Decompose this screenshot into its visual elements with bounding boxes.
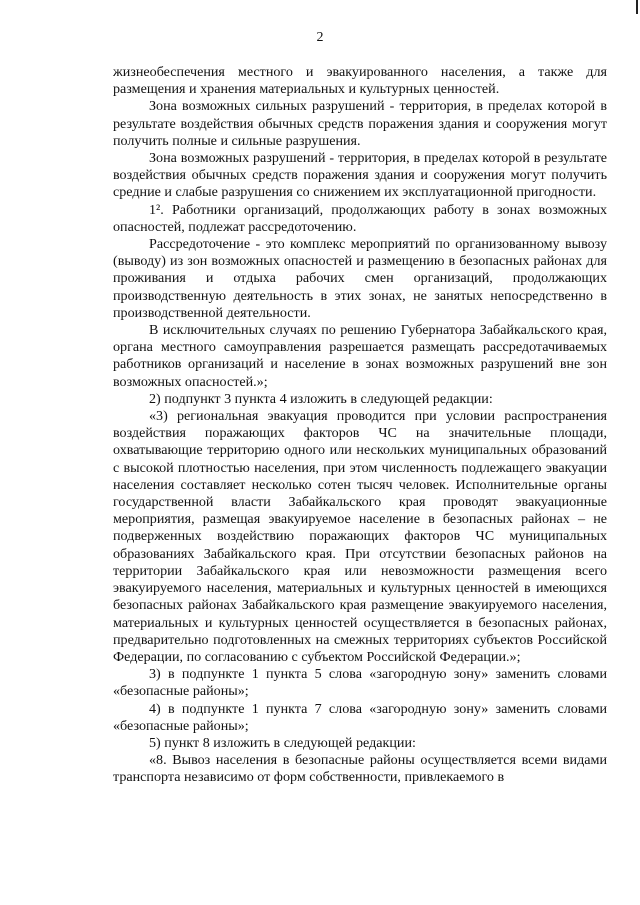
paragraph-point-8: «8. Вывоз населения в безопасные районы осуществляется всеми видами транспорта независимо от форм собственности, привлекаемого в	[113, 752, 607, 786]
paragraph-amendment-4: 4) в подпункте 1 пункта 7 слова «загородную зону» заменить словами «безопасные районы»;	[113, 700, 607, 734]
page-number: 2	[316, 30, 324, 45]
document-body	[113, 64, 607, 787]
paragraph-exceptional-cases: В исключительных случаях по решению Губернатора Забайкальского края, органа местного самоуправления разрешается размещать рассредотачиваемых работников организаций и население в зонах возможных разрушений вне зон возможных опасностей.»;	[113, 322, 607, 390]
paragraph-amendment-3: 3) в подпункте 1 пункта 5 слова «загородную зону» заменить словами «безопасные районы»;	[113, 666, 607, 700]
paragraph-continuation: жизнеобеспечения местного и эвакуированного населения, а также для размещения и хранения материальных и культурных ценностей.	[113, 64, 607, 98]
paragraph-amendment-5: 5) пункт 8 изложить в следующей редакции:	[149, 734, 416, 751]
paragraph-dispersal-definition: Рассредоточение - это комплекс мероприятий по организованному вывозу (выводу) из зон возможных опасностей и размещению в безопасных районах для проживания и отдыха рабочих смен организаций, продолжающих производственную деятельность в этих зонах, не занятых непосредственно в производственной деятельности.	[113, 236, 607, 321]
paragraph-destruction-zone: Зона возможных разрушений - территория, в пределах которой в результате воздействия обычных средств поражения здания и сооружения могут получить средние и слабые разрушения со снижением их эксплуатационной пригодности.	[113, 150, 607, 201]
scan-edge-mark	[636, 0, 638, 14]
paragraph-amendment-2: 2) подпункт 3 пункта 4 изложить в следующей редакции:	[149, 390, 493, 407]
paragraph-strong-destruction-zone: Зона возможных сильных разрушений - территория, в пределах которой в результате воздействия обычных средств поражения здания и сооружения могут получить полные и сильные разрушения.	[113, 98, 607, 149]
paragraph-regional-evacuation: «3) региональная эвакуация проводится при условии распространения воздействия поражающих факторов ЧС на значительные площади, охватывающие территорию одного или нескольких муниципальных образований с высокой плотностью населения, при этом численность подлежащего эвакуации населения составляет несколько сотен тысяч человек. Исполнительные органы государственной власти Забайкальского края проводят эвакуационные мероприятия, размещая эвакуируемое население в безопасных районах – не подверженных воздействию поражающих факторов ЧС муниципальных образованиях Забайкальского края. При отсутствии безопасных районов на территории Забайкальского края или невозможности размещения всего эвакуируемого населения, материальных и культурных ценностей в имеющихся безопасных районах Забайкальского края размещение эвакуируемого населения, материальных и культурных ценностей осуществляется в безопасных районах, предварительно подготовленных на смежных территориях субъектов Российской Федерации, по согласованию с субъектом Российской Федерации.»;	[113, 408, 607, 665]
paragraph-workers-dispersal: 1². Работники организаций, продолжающих работу в зонах возможных опасностей, подлежат рассредоточению.	[113, 201, 607, 235]
